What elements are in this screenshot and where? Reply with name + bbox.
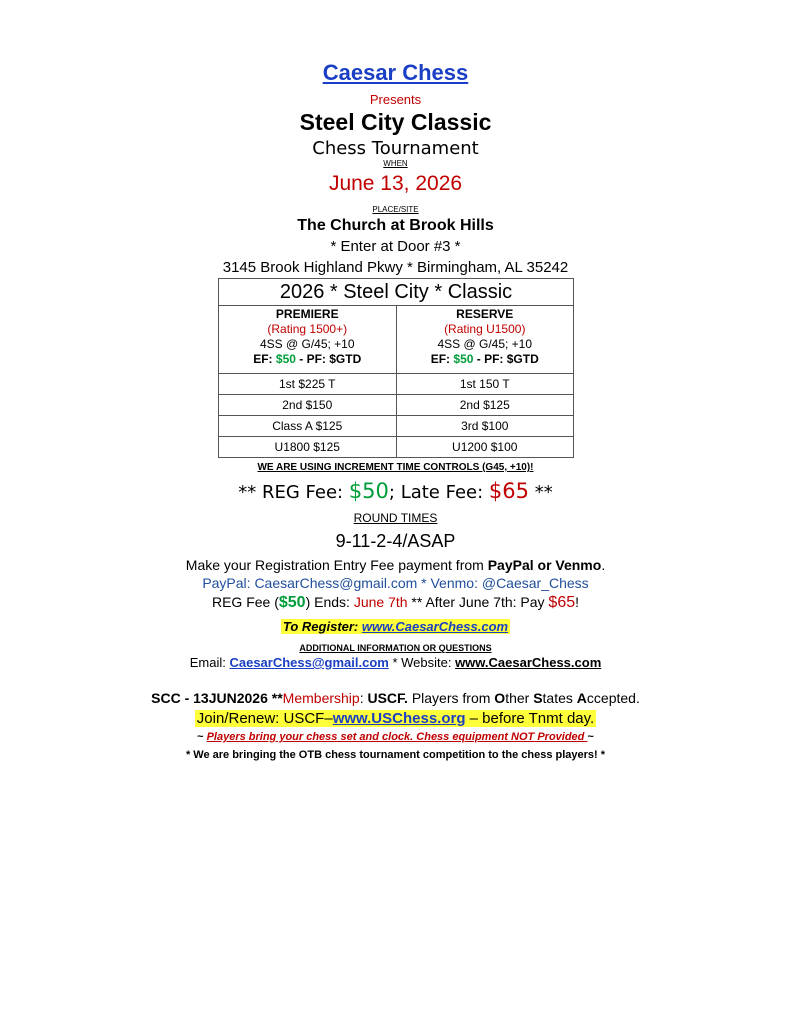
additional-info-label: ADDITIONAL INFORMATION OR QUESTIONS xyxy=(299,643,492,653)
section-rating: (Rating U1500) xyxy=(444,322,526,336)
prize-cell: Class A $125 xyxy=(219,416,397,437)
register-line: To Register: www.CaesarChess.com xyxy=(282,619,509,634)
round-times: 9-11-2-4/ASAP xyxy=(335,531,456,551)
register-link[interactable]: www.CaesarChess.com xyxy=(361,619,509,634)
section-name: PREMIERE xyxy=(275,307,339,321)
table-row xyxy=(219,437,574,458)
brand-title: Caesar Chess xyxy=(322,60,469,85)
tournament-date: June 13, 2026 xyxy=(328,172,463,195)
equipment-note: ~ Players bring your chess set and clock. Chess equipment NOT Provided ~ xyxy=(197,731,594,743)
tournament-subtitle: Chess Tournament xyxy=(312,138,479,159)
increment-notice: WE ARE USING INCREMENT TIME CONTROLS (G45, +10)! xyxy=(257,462,534,473)
table-row xyxy=(219,374,574,395)
when-label: WHEN xyxy=(383,159,408,168)
section-name: RESERVE xyxy=(456,307,514,321)
prize-cell: 1st $225 T xyxy=(219,374,397,395)
section-fees: EF: $50 - PF: $GTD xyxy=(253,352,362,366)
prize-cell: 3rd $100 xyxy=(396,416,574,437)
payment-accounts: PayPal: CaesarChess@gmail.com * Venmo: @Caesar_Chess xyxy=(202,575,589,591)
section-reserve xyxy=(396,306,574,374)
website-link[interactable]: www.CaesarChess.com xyxy=(455,655,602,670)
section-format: 4SS @ G/45; +10 xyxy=(437,337,533,351)
prize-table xyxy=(218,278,574,458)
membership-line: SCC - 13JUN2026 **Membership: USCF. Players from Other States Accepted. xyxy=(151,690,640,706)
fee-summary: ** REG Fee: $50; Late Fee: $65 ** xyxy=(238,479,553,503)
late-fee-value: $65 xyxy=(488,479,530,503)
prize-cell: U1800 $125 xyxy=(219,437,397,458)
section-rating: (Rating 1500+) xyxy=(267,322,348,336)
entry-fee-value: $50 xyxy=(275,352,296,366)
email-link[interactable]: CaesarChess@gmail.com xyxy=(229,655,389,670)
prize-cell: 1st 150 T xyxy=(396,374,574,395)
place-label: PLACE/SITE xyxy=(372,205,419,214)
prize-cell: U1200 $100 xyxy=(396,437,574,458)
section-format: 4SS @ G/45; +10 xyxy=(259,337,355,351)
otb-tagline: * We are bringing the OTB chess tournament competition to the chess players! * xyxy=(185,749,606,761)
join-line: Join/Renew: USCF–www.USChess.org – before Tnmt day. xyxy=(196,710,595,727)
section-premiere xyxy=(219,306,397,374)
payment-line: Make your Registration Entry Fee payment from PayPal or Venmo. xyxy=(185,557,606,573)
table-row xyxy=(219,416,574,437)
entry-fee-value: $50 xyxy=(453,352,474,366)
venue-address: 3145 Brook Highland Pkwy * Birmingham, AL 35242 xyxy=(222,259,569,276)
presents-label: Presents xyxy=(369,92,422,107)
venue-name: The Church at Brook Hills xyxy=(297,217,494,234)
fee-deadline: REG Fee ($50) Ends: June 7th ** After June 7th: Pay $65! xyxy=(211,594,580,611)
prize-cell: 2nd $125 xyxy=(396,395,574,416)
table-row xyxy=(219,395,574,416)
contact-line: Email: CaesarChess@gmail.com * Website: www.CaesarChess.com xyxy=(189,655,602,670)
tournament-title: Steel City Classic xyxy=(299,109,492,135)
door-note: * Enter at Door #3 * xyxy=(330,238,461,255)
reg-fee-value: $50 xyxy=(348,479,389,503)
uschess-link[interactable]: www.USChess.org xyxy=(332,710,466,727)
section-fees: EF: $50 - PF: $GTD xyxy=(430,352,539,366)
round-times-label: ROUND TIMES xyxy=(353,511,438,525)
prize-cell: 2nd $150 xyxy=(219,395,397,416)
table-heading: 2026 * Steel City * Classic xyxy=(219,279,574,306)
